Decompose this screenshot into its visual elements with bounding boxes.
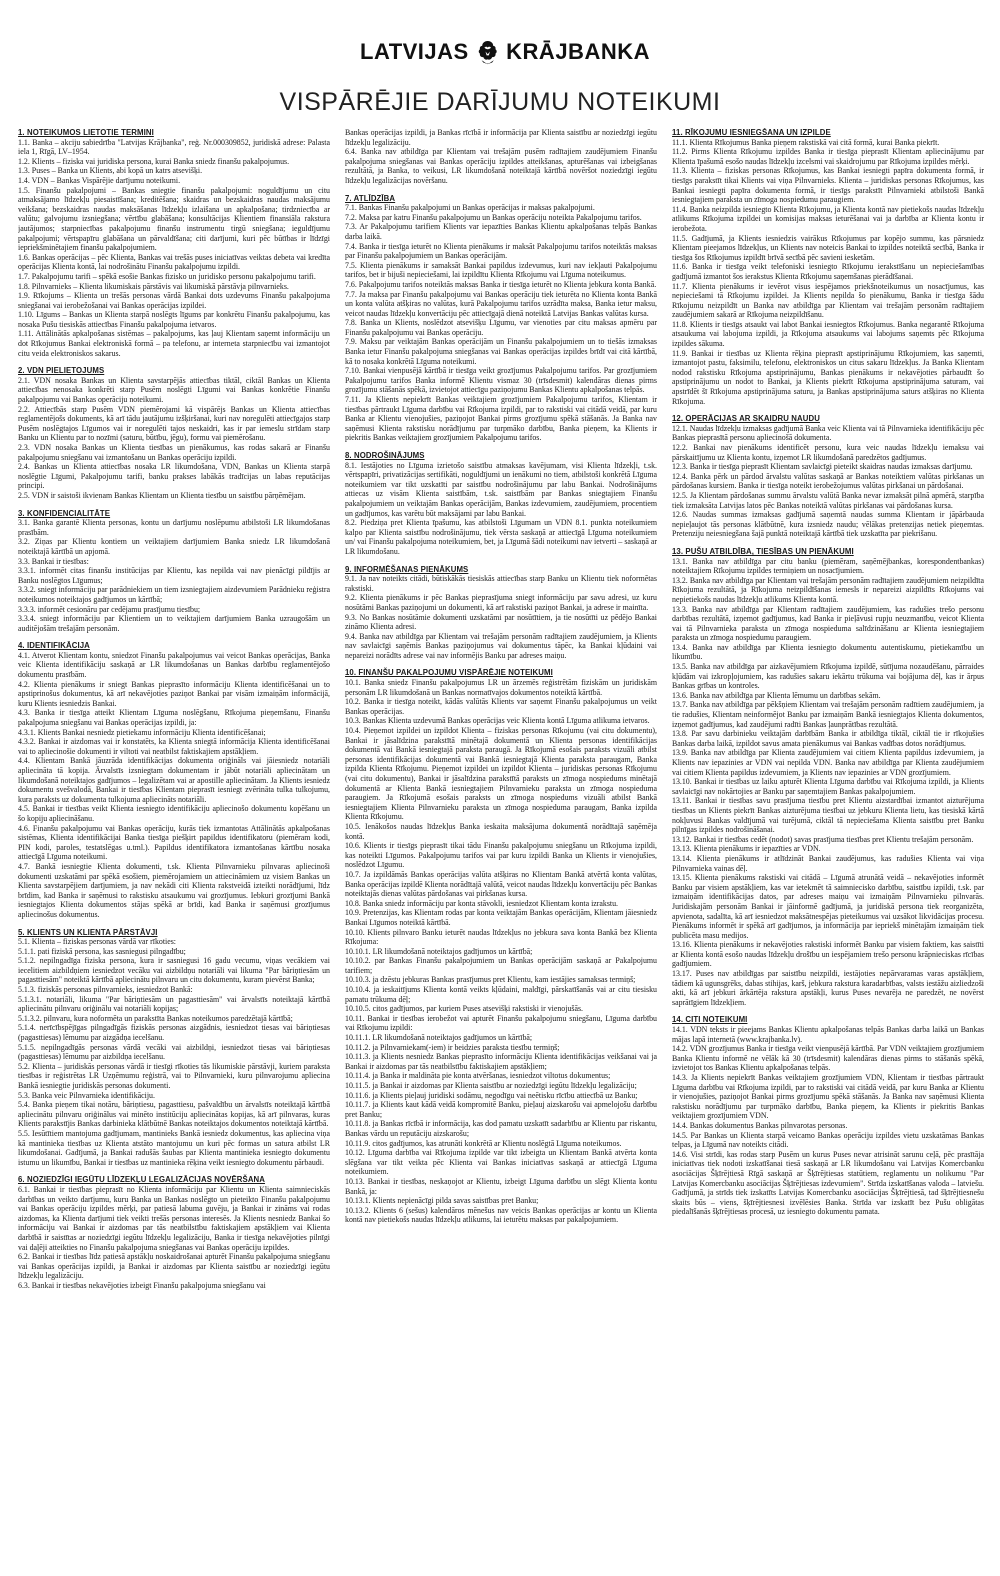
clause-paragraph: 13.15. Klienta pienākums rakstiski vai citādā – Līgumā atrunātā veidā – nekavējoties informēt Banku par visiem apstākļiem, kas var ietekmēt tā saimniecisko darbību, saistību izpildi, t.sk. par izmaiņām identifikācijas datos, par adreses maiņu vai izmaiņām Pilnvarnieku pilnvarās. Juridiskajām personām Bankai ir jāinformē gadījumā, ja juridiskā persona tiek reorganizēta, apvienota, sadalīta, kā arī iesniedzot maksātnespējas pieteikumus vai uzsākot likvidācijas procesu. Pienākums informēt ir spēkā arī gadījumos, ja informācija par iepriekš minētajām izmaiņām tiek publicēta masu medijos. bbox=[672, 873, 984, 940]
clause-paragraph: 3.3.4. sniegt informāciju par Klientiem un to veiktajiem darījumiem Banka uzraugošām un auditējošām trešajām personām. bbox=[18, 614, 330, 633]
clause-paragraph: 1.2. Klients – fiziska vai juridiska persona, kurai Banka sniedz finanšu pakalpojumus. bbox=[18, 156, 290, 166]
clause-paragraph: 10.6. Klients ir tiesīgs pieprasīt tikai tādu Finanšu pakalpojumu sniegšanu un Rīkojuma izpildi, kas noteikti Līgumos. Pakalpojumu tarifos vai par kuru izpildi Banka un Klients ir vienojušies, noslēdzot Līgumu. bbox=[345, 841, 657, 870]
clause-paragraph: 11.2. Pirms Klienta Rīkojumu izpildes Banka ir tiesīga pieprasīt Klientam apliecinājumu par Klienta īpašumā esošo naudas līdzekļu izcelsmi vai skaidrojumu par Rīkojuma izpildes mērķi. bbox=[672, 147, 984, 166]
clause-paragraph: Bankas operācijas izpildi, ja Bankas rīcībā ir informācija par Klienta saistību ar noziedzīgi iegūtu līdzekļu legalizāciju. bbox=[345, 128, 657, 147]
clause-paragraph: 7.11. Ja Klients nepiekrīt Bankas veiktajiem grozījumiem Pakalpojumu tarifos, Klientam ir tiesības pārtraukt Līguma darbību vai Rīkojuma izpildi, par to rakstiski vai citādā veidā, par kuru Banka ar Klientu vienojušies, paziņojot Bankai pirms grozījumu spēkā stāšanās. Ja Banka nav saņēmusi Klienta rakstisku norādījumu par turpmāko darbību, Banka pieņem, ka Klients ir piekritis Bankas veiktajiem grozījumiem Pakalpojumu tarifos. bbox=[345, 395, 657, 443]
document-section bbox=[18, 509, 330, 634]
document-section bbox=[18, 128, 330, 358]
clause-paragraph: 1.7. Pakalpojumu tarifi – spēkā esošie Bankas fizisko un juridisko personu pakalpojumu tarifi. bbox=[18, 271, 316, 281]
clause-paragraph: 14.4. Bankas dokumentus Bankas pilnvarotas personas. bbox=[672, 1120, 848, 1130]
clause-paragraph: 6.1. Bankai ir tiesības pieprasīt no Klienta informāciju par Klientu un Klienta saimnieciskās darbības un veikto darījumu, kuru Banka un Bankas noslēgto un pieteikto Finanšu pakalpojumu vai Bankas operāciju izpildes mērķi, par patiesā labuma guvēju, ja Bankai ir zināms vai rodas aizdomas, ka Klienta darījumi tiek veikti trešās personas interesēs. Ja Klients nesniedz Bankai šo informāciju vai Bankai ir aizdomas par tās neatbilstību faktiskajiem apstākļiem vai Klienta darbībā ir saistītas ar noziedzīgi iegūtu līdzekļu legalizāciju, Banka ir tiesīga nekavējoties pilnīgi vai daļēji atteikties no Finanšu pakalpojuma sniegšanas vai Bankas operāciju izpildes. bbox=[18, 1184, 330, 1252]
logo-text-left: LATVIJAS bbox=[360, 39, 469, 64]
section-heading: 4. IDENTIFIKĀCIJA bbox=[18, 641, 90, 651]
clause-paragraph: 7.5. Klienta pienākums ir samaksāt Bankai papildus izdevumus, kuri nav iekļauti Pakalpojumu tarifos, bet ir bijuši nepieciešami, lai izpildītu Klienta Rīkojumu vai Līguma noteikumus. bbox=[345, 260, 657, 280]
clause-paragraph: 1.4. VDN – Bankas Vispārējie darījumu noteikumi. bbox=[18, 175, 181, 185]
clause-paragraph: 12.4. Banka pērk un pārdod ārvalstu valūtas saskaņā ar Bankas noteiktiem valūtas pirkšanas un pārdošanas kursiem. Banka ir tiesīga noteikt ierobežojumus valūtas pirkšanai un pārdošanai. bbox=[672, 471, 984, 491]
clause-paragraph: 13.12. Bankai ir tiesības cedēt (nodot) savas prasījuma tiesības pret Klientu trešajām personām. bbox=[672, 834, 974, 844]
clause-paragraph: 1.9. Rīkojums – Klienta un trešās personas vārdā Bankai dots uzdevums Finanšu pakalpojuma sniegšanai vai ierobežošanai vai Bankas operācijas izpildei. bbox=[18, 291, 330, 310]
clause-paragraph: 8.1. Iestājoties no Līguma izrietošo saistību atmaksas kavējumam, visi Klienta līdzekļi, t.sk. vērtspapīri, privatizācijas sertifikāti, noguldījumi un ienākumi no tiem, atbilstoši konkrētā Līguma noteikumiem var tikt uzskatīti par saistību nodrošinājumu par labu Bankai. Nodrošinājums attiecas uz visām Klienta saistībām, t.sk. saistībām par Bankas sniegtajiem Finanšu pakalpojumiem un veiktajām Bankas operācijām, Bankas izdevumiem, zaudējumiem, procentiem un gadījumos, kas varētu būt maksājami par labu Bankai. bbox=[345, 460, 657, 518]
clause-paragraph: 1.3. Puses – Banka un Klients, abi kopā un katrs atsevišķi. bbox=[18, 166, 203, 176]
clause-paragraph: 5.1.4. nerīcībspējīgas pilngadīgās fiziskās personas aizgādnis, iesniedzot tiesas vai bāriņtiesas (pagasttiesas) lēmumu par aizgādņa iecelšanu. bbox=[18, 1023, 330, 1043]
document-section bbox=[18, 928, 330, 1168]
clause-paragraph: 10.11.2. ja Pilnvarniekam(-iem) ir beidzies paraksta tiesību termiņš; bbox=[345, 1042, 560, 1052]
clause-paragraph: 12.2. Bankai nav pienākums identificēt personu, kura veic naudas līdzekļu iemaksu vai pārskaitījumu uz Klienta kontu, izņemot LR likumdošanā paredzētos gadījumus. bbox=[672, 443, 984, 462]
clause-paragraph: 2.3. VDN nosaka Bankas un Klienta tiesības un pienākumus, kas rodas sakarā ar Finanšu pakalpojumu sniegšanu vai izmantošanu un Bankas operāciju izpildi. bbox=[18, 443, 330, 462]
clause-paragraph: 10.11.8. ja Bankas rīcībā ir informācija, kas dod pamatu uzskatīt sadarbību ar Klientu par riskantu, Bankas vārdu un reputāciju aizskarošu; bbox=[345, 1119, 657, 1138]
clause-paragraph: 1.11. Attālinātās apkalpošanas sistēmas – pakalpojums, kas ļauj Klientam saņemt informāciju un dot Rīkojumus Bankai elektroniskā formā – pa telefonu, ar interneta starpniecību vai izmantojot citu veida elektroniskos sakarus. bbox=[18, 329, 330, 358]
clause-paragraph: 11.1. Klienta Rīkojumus Banka pieņem rakstiskā vai citā formā, kurai Banka piekrīt. bbox=[672, 137, 940, 147]
text-column bbox=[672, 128, 984, 1568]
document-section bbox=[672, 547, 984, 1008]
clause-paragraph: 2.1. VDN nosaka Bankas un Klienta savstarpējās attiecības tiktāl, ciktāl Bankas un Klienta attiecības nenosaka konkrēti starp Pusēm noslēgti Līgumi vai Bankas konkrētie Finanšu pakalpojumu vai Bankas operāciju noteikumi. bbox=[18, 375, 330, 405]
document-header bbox=[0, 0, 1000, 125]
clause-paragraph: 14.5. Par Bankas un Klienta starpā veicamo Bankas operāciju izpildes vietu uzskatāmas Bankas telpas, ja Līgumā nav noteikts citādi. bbox=[672, 1130, 984, 1150]
clause-paragraph: 5.4. Banka pieņem tikai notāru, bāriņtiesu, pagasttiesu, pašvaldību un ārvalstīs noteiktajā kārtībā apliecinātu pilnvaru oriģinālus vai minēto institūciju apliecinātas kopijas, kā arī pilnvaras, kuras Klients parakstījis Bankas darbinieka klātbūtnē Bankas noteiktajos dokumentos noteiktajā kārtībā. bbox=[18, 1100, 330, 1129]
text-column bbox=[18, 128, 330, 1568]
clause-paragraph: 8.2. Piedziņa pret Klienta īpašumu, kas atbilstoši Līgumam un VDN 8.1. punkta noteikumiem kalpo par Klienta saistību nodrošinājumu, tiek vērsta saskaņā ar attiecīgā Līguma noteikumiem un/ vai Finanšu pakalpojuma noteikumiem, bet, ja Līgumā šādi noteikumi nav ietverti – saskaņā ar LR likumdošanu. bbox=[345, 518, 657, 556]
clause-paragraph: 11.7. Klienta pienākums ir ievērot visus iespējamos priekšnoteikumus un nosacījumus, kas nepieciešami tā Rīkojumu izpildei. Ja Klients nepilda šo pienākumu, Banka ir tiesīga šādu Rīkojumu neizpildīt un Banka nav atbildīga par Klientam vai trešajām personām radītajiem zaudējumiem sakarā ar Rīkojuma neizpildīšanu. bbox=[672, 281, 984, 320]
clause-paragraph: 1.6. Bankas operācijas – pēc Klienta, Bankas vai trešās puses iniciatīvas veiktas debeta vai kredīta operācijas Klienta kontā, lai nodrošinātu Finanšu pakalpojumu izpildi. bbox=[18, 252, 330, 272]
clause-paragraph: 13.6. Banka nav atbildīga par Klienta lēmumu un darbības sekām. bbox=[672, 690, 881, 700]
clause-paragraph: 10.10. Klients pilnvaro Banku ieturēt naudas līdzekļus no jebkura sava konta Bankā bez Klienta Rīkojuma: bbox=[345, 927, 657, 947]
clause-paragraph: 3.3. Bankai ir tiesības: bbox=[18, 556, 89, 566]
clause-paragraph: 5.1.3.2. pilnvaru, kura noformēta un parakstīta Bankas noteikumos paredzētajā kārtībā; bbox=[18, 1013, 293, 1023]
clause-paragraph: 5.1.3. fiziskās personas pilnvarnieks, iesniedzot Bankā: bbox=[18, 985, 193, 995]
clause-paragraph: 5.1.1. pati fiziskā persona, kas sasniegusi pilngadību; bbox=[18, 946, 186, 956]
clause-paragraph: 3.3.3. informēt cesionāru par cedējamu prasījumu tiesību; bbox=[18, 604, 201, 614]
clause-paragraph: 7.2. Maksa par katru Finanšu pakalpojumu un Bankas operāciju noteikta Pakalpojumu tarifos. bbox=[345, 212, 642, 222]
document-section bbox=[345, 668, 657, 1224]
clause-paragraph: 10.11. Bankai ir tiesības ierobežot vai apturēt Finanšu pakalpojumu sniegšanu, Līguma darbību vai Rīkojumu izpildi: bbox=[345, 1013, 657, 1033]
clause-paragraph: 7.8. Banka un Klients, noslēdzot atsevišķu Līgumu, var vienoties par citu maksas apmēru par Finanšu pakalpojumu vai Bankas operāciju. bbox=[345, 318, 657, 337]
clause-paragraph: 7.3. Ar Pakalpojumu tarifiem Klients var iepazīties Bankas Klientu apkalpošanas telpās Bankas darba laikā. bbox=[345, 222, 657, 241]
document-section bbox=[672, 1015, 984, 1216]
clause-paragraph: 3.1. Banka garantē Klienta personas, kontu un darījumu noslēpumu atbilstoši LR likumdošanas prasībām. bbox=[18, 518, 330, 537]
clause-paragraph: 12.1. Naudas līdzekļu izmaksas gadījumā Banka veic Klienta vai tā Pilnvarnieka identifikāciju pēc Bankas pieprasītā personu apliecinošā dokumenta. bbox=[672, 423, 984, 443]
clause-paragraph: 2.2. Attiecībās starp Pusēm VDN piemērojami kā vispārējs Bankas un Klienta attiecības reglamentējošs dokuments, kā arī tādu jautājumu izšķiršanai, kuri nav noregulēti attiecīgajos starp Pusēm noslēgtajos Līgumos vai ir noregulēti tajos neskaidri, kas ir par iemeslu strīdam starp Banku un Klientu par to nozīmi (saturu, būtību, jēgu), formu vai piemērošanu. bbox=[18, 404, 330, 443]
clause-paragraph: 13.7. Banka nav atbildīga par pēkšņiem Klientam vai trešajām personām radītiem zaudējumiem, ja tie radušies, Klientam neinformējot Banku par izmaiņām Bankā iesniegtajos Klienta dokumentos, izņemot gadījumus, kad zaudējumi radīti Bankas ļaunprātības rezultātā. bbox=[672, 700, 984, 729]
clause-paragraph: 7.4. Banka ir tiesīga ieturēt no Klienta pienākums ir maksāt Pakalpojumu tarifos noteiktās maksas par Finanšu pakalpojumiem un Bankas operācijām. bbox=[345, 241, 657, 261]
clause-paragraph: 11.3. Klienta – fiziskas personas Rīkojumus, kas Bankai iesniegti papīra dokumenta formā, ir tiesīgs parakstīt tikai Klients vai viņa Pilnvarnieks. Klienta – juridiskas personas Rīkojumus, kas Bankai iesniegti papīra dokumenta formā, ir tiesīgs parakstīt Pilnvarnieki atbilstoši Bankā iesniegtajiem paraksta un zīmoga nospiedumu paraugiem. bbox=[672, 166, 984, 205]
clause-paragraph: 14.1. VDN teksts ir pieejams Bankas Klientu apkalpošanas telpās Bankas darba laikā un Bankas mājas lapā internetā (www.krajbanka.lv). bbox=[672, 1025, 984, 1044]
clause-paragraph: 10.10.3. ja dzēstu jebkuras Bankas prasījumus pret Klientu, kam iestājies samaksas termiņš; bbox=[345, 975, 636, 985]
clause-paragraph: 14.6. Visi strīdi, kas rodas starp Pusēm un kurus Puses nevar atrisināt sarunu ceļā, pēc prasītāja iniciatīvas tiek nodoti izskatīšanai tiesā saskaņā ar LR likumdošanu vai Latvijas Komercbanku asociācijas Šķīrējtiesā Rīgā saskaņā ar Šķīrējtiesas statūtiem, reglamentu un nolikumu "Par Latvijas Komercbanku asociācijas Šķīrējtiesas izdevumiem". Strīda izskatīšanas valoda – latviešu. Gadījumā, ja strīds tiek izskatīts Latvijas Komercbanku asociācijas Šķīrējtiesā, tad šķīrējtiesnešu skaits būs – viens, šķīrējtiesnesi izvēlēsies Banka. Strīda var izskatīt bez Pušu obligātas piedalīšanās šķīrējtiesas procesā, uz iesniegto dokumentu pamata. bbox=[672, 1149, 984, 1217]
section-heading: 6. NOZIEDZĪGI IEGŪTU LĪDZEKĻU LEGALIZĀCIJAS NOVĒRŠANA bbox=[18, 1175, 266, 1185]
logo-text-right: KRĀJBANKA bbox=[506, 39, 650, 64]
clause-paragraph: 10.2. Banka ir tiesīga noteikt, kādās valūtās Klients var saņemt Finanšu pakalpojumus un veikt Bankas operācijas. bbox=[345, 697, 657, 716]
section-heading: 8. NODROŠINĀJUMS bbox=[345, 451, 425, 460]
clause-paragraph: 5.1.2. nepilngadīga fiziska persona, kura ir sasniegusi 16 gadu vecumu, viņas vecākiem vai iecelitiem aizbildņiem iesniedzot vecāku vai aizbildņu notariāli vai likuma "Par bāriņtiesām un pagasttiesām" noteiktā kārtībā apliecinātu pilnvaru un citu dokumentu, kuram pievērst Banka; bbox=[18, 956, 330, 985]
clause-paragraph: 10.1. Banka sniedz Finanšu pakalpojumus LR un ārzemēs reģistrētām fiziskām un juridiskām personām LR likumdošanā un Bankas normatīvajos dokumentos noteiktā kārtībā. bbox=[345, 678, 657, 697]
document-section bbox=[18, 641, 330, 919]
document-section bbox=[672, 128, 984, 406]
clause-paragraph: 10.8. Banka sniedz informāciju par konta stāvokli, iesniedzot Klientam konta izrakstu. bbox=[345, 898, 619, 908]
document-section bbox=[18, 366, 330, 500]
text-columns bbox=[18, 128, 984, 1568]
clause-paragraph: 11.9. Bankai ir tiesības uz Klienta rēķina pieprasīt apstiprinājumu Rīkojumiem, kas saņemti, izmantojot pastu, faksimilu, telefonu, elektroniskos un citus sakaru līdzekļus. Ja Banka Klientam nodod rakstisku Rīkojuma apstiprinājumu, Bankas pienākums ir nekavējoties pārbaudīt šo apstiprinājumu un nodot to Bankai, ja Klients piekrīt Rīkojuma apstiprinājuma saturam, vai apstrīdēt šī Rīkojuma apstiprinājuma saturu, ja Bankas apstiprinājuma saturs atšķiras no Klienta Rīkojuma. bbox=[672, 348, 984, 406]
section-heading: 1. NOTEIKUMOS LIETOTIE TERMINI bbox=[18, 128, 154, 137]
clause-paragraph: 13.2. Banka nav atbildīga par Klientam vai trešajām personām radītajiem zaudējumiem neizpildīta Rīkojuma rezultātā, ja Rīkojuma neizpildīšanas iemesls ir nepareizi aizpildīts Rīkojums vai nepietiekošs naudas līdzekļu atlikums Klienta kontā. bbox=[672, 575, 984, 604]
clause-paragraph: 10.11.5. ja Bankai ir aizdomas par Klienta saistību ar noziedzīgi iegūtu līdzekļu legalizāciju; bbox=[345, 1081, 637, 1090]
clause-paragraph: 10.11.1. LR likumdošanā noteiktajos gadījumos un kārtībā; bbox=[345, 1033, 533, 1043]
clause-paragraph: 4.3.1. Klients Bankai nesniedz pietiekamu informāciju Klienta identificēšanai; bbox=[18, 727, 266, 737]
clause-paragraph: 12.3. Banka ir tiesīga pieprasīt Klientam savlaicīgi pieteikt skaidras naudas izmaksas darījumu. bbox=[672, 462, 973, 472]
clause-paragraph: 1.8. Pilnvarnieks – Klienta likumiskais pārstāvis vai likumiskā pārstāvja pilnvarnieks. bbox=[18, 281, 289, 291]
clause-paragraph: 13.11. Bankai ir tiesības savu prasījuma tiesību pret Klientu aizstardībai izmantot aizturējuma tiesības un Klients piekrīt Bankas aizturējuma tiesībai uz jebkuru Klienta lietu, kas tiesiskā kārtā nokļuvusi Bankas valdījumā vai turējumā, ciktāl tā nepieciešama Klienta saistību pret Banku pilnīgas izpildes nodrošināšanai. bbox=[672, 796, 984, 835]
clause-paragraph: 1.5. Finanšu pakalpojumi – Bankas sniegtie finanšu pakalpojumi: noguldījumu un citu atmaksājamo līdzekļu piesaistīšana; kreditēšana; skaidras un bezskaidras naudas maksājumu veikšana; bezskaidras naudas maksāšanas līdzekļu izlaišana un apkalpošana; tirdzniecība ar valūtu; galvojumu izsniegšana; vērtību glabāšana; konsultācijas Klientiem finansiāla rakstura jautājumos; starpniecības pakalpojumu finanšu instrumentu tirgū sniegšana; ieguldījumu pakalpojumi; vērtspapīru glabāšana un pārvaldīšana; citi darījumi, kuri pēc būtības ir līdzīgi iepriekšminētajiem finanšu pakalpojumiem. bbox=[18, 185, 330, 253]
clause-paragraph: 7.10. Bankai vienpusējā kārtībā ir tiesīga veikt grozījumus Pakalpojumu tarifos. Par grozījumiem Pakalpojumu tarifos Banka informē Klientu vismaz 30 (trīsdesmit) kalendāras dienas pirms grozījumu stāšanās spēkā, izvietojot attiecīgu paziņojumu Bankas Klientu apkalpošanas telpās. bbox=[345, 366, 657, 395]
clause-paragraph: 13.17. Puses nav atbildīgas par saistību neizpildi, iestājoties nepārvaramas varas apstākļiem, tādiem kā ugunsgrēks, dabas stihijas, karš, jebkura rakstura karadarbības, valsts iestāžu aizliedzoši akti, kā arī jebkuri ārkārtēja rakstura apstākļi, kurus Puses nevarēja ne paredzēt, ne novērst saprātīgiem līdzekļiem. bbox=[672, 969, 984, 1007]
clause-paragraph: 10.11.3. ja Klients nesniedz Bankas pieprasīto informāciju Klienta identifikācijas veikšanai vai ja Bankai ir aizdomas par tās neatbilstību faktiskajiem apstākļiem; bbox=[345, 1052, 657, 1071]
clause-paragraph: 5.2. Klienta – juridiskās personas vārdā ir tiesīgi rīkoties tās likumiskie pārstāvji, kuriem paraksta tiesības ir reģistrētas LR Uzņēmumu reģistrā, vai to Pilnvarnieki, kuru pilnvarojumu apliecina Bankā iesniegtie juridiskās personas dokumenti. bbox=[18, 1061, 330, 1090]
clause-paragraph: 13.9. Banka nav atbildīga par Klienta zaudējumiem vai citiem Klienta papildus izdevumiem, ja Klients nav iepazinies ar VDN vai nepilda VDN. Banka nav atbildīga par Klienta zaudējumiem vai citiem Klienta papildus izdevumiem, ja Klients nav iepazinies ar VDN grozījumiem. bbox=[672, 748, 984, 777]
clause-paragraph: 10.10.5. citos gadījumos, par kuriem Puses atsevišķi rakstiski ir vienojušās. bbox=[345, 1004, 584, 1014]
bank-logo bbox=[360, 28, 650, 76]
clause-paragraph: 4.4. Klientam Bankā jāuzrāda identifikācijas dokumenta oriģināls vai jāiesniedz notariāli apliecināta tā kopija. Ārvalstīs izsniegtam dokumentam ir jābūt notariāli apliecinātam un likumdošanā noteiktajos gadījumos – legalizētam vai ar apostille apliecinātam. Ja Klients iesniedz dokumentu svešvalodā, Bankai ir tiesības Klientam pieprasīt iesniegt zvērināta tulka tulkojumu, kura paraksts uz dokumenta tulkojuma apliecināts notariāli. bbox=[18, 756, 330, 804]
clause-paragraph: 10.13.2. Klients 6 (sešus) kalendāros mēnešus nav veicis Bankas operācijas ar kontu un Klienta kontā nav pietiekošs naudas līdzekļu atlikums, lai ieturētu maksas par pakalpojumiem. bbox=[345, 1205, 657, 1225]
clause-paragraph: 4.3. Banka ir tiesīga atteikt Klientam Līguma noslēgšanu, Rīkojuma pieņemšanu, Finanšu pakalpojuma sniegšanu vai Bankas operācijas izpildi, ja: bbox=[18, 708, 330, 728]
clause-paragraph: 14.3. Ja Klients nepiekrīt Bankas veiktajiem grozījumiem VDN, Klientam ir tiesības pārtraukt Līguma darbību vai Rīkojuma izpildi, par to rakstiski vai citādā veidā, par kuru Banka ar Klientu ir vienojušies, paziņojot Bankai pirms grozījumu spēkā stāšanās. Ja Banka nav saņēmusi Klienta rakstisku norādījumu par turpmāko darbību, Banka pieņem, ka Klients ir piekritis Bankas veiktajiem grozījumiem VDN. bbox=[672, 1073, 984, 1121]
clause-paragraph: 14.2. VDN grozījumus Banka ir tiesīga veikt vienpusējā kārtībā. Par VDN veiktajiem grozījumiem Banka Klientu informē ne vēlāk kā 30 (trīsdesmit) kalendāras dienas pirms to stāšanās spēkā, izvietojot tos Bankas Klientu apkalpošanas telpās. bbox=[672, 1044, 984, 1073]
clause-paragraph: 9.4. Banka nav atbildīga par Klientam vai trešajām personām radītajiem zaudējumiem, ja Klients nav savlaicīgi saņēmis Bankas paziņojumus vai dokumentus tāpēc, ka Bankai kļūdaini vai nepareizi norādīts adrese vai nav informējis Banku par adreses maiņu. bbox=[345, 631, 657, 660]
clause-paragraph: 7.9. Maksu par veiktajām Bankas operācijām un Finanšu pakalpojumiem un to tiešās izmaksas Banka ietur Finanšu pakalpojuma sniegšanas vai Bankas operācijas izpildes brīdī vai citā kārtībā, kā to nosaka konkrētā Līguma noteikumi. bbox=[345, 337, 657, 366]
clause-paragraph: 1.10. Līgums – Bankas un Klienta starpā noslēgts līgums par konkrētu Finanšu pakalpojumu, kas nosaka Pušu tiesiskās attiecības Finanšu pakalpojuma ietvaros. bbox=[18, 310, 330, 329]
clause-paragraph: 5.3. Banka veic Pilnvarnieka identifikāciju. bbox=[18, 1090, 155, 1100]
clause-paragraph: 10.9. Pretenzijas, kas Klientam rodas par konta veiktajām Bankas operācijām, Klientam jāiesniedz Bankai Līgumos noteiktā kārtībā. bbox=[345, 908, 657, 927]
document-section bbox=[345, 451, 657, 557]
clause-paragraph: 6.4. Banka nav atbildīga par Klientam vai trešajām pusēm radītajiem zaudējumiem Finanšu pakalpojuma sniegšanas vai Bankas operāciju izpildes atteikšanas, apturēšanas vai izbeigšanas rezultātā, ja Banka, to veikusi, LR likumdošanā noteiktajā kārtībā novēršot noziedzīgi iegūtu līdzekļu legalizācijas novēršanu. bbox=[345, 147, 657, 185]
clause-paragraph: 6.3. Bankai ir tiesības nekavējoties izbeigt Finanšu pakalpojuma sniegšanu vai bbox=[18, 1280, 266, 1290]
clause-paragraph: 10.12. Līguma darbība vai Rīkojuma izpilde var tikt izbeigta un Klientam Bankā atvērta konta slēgšana var tikt veikta pēc Klienta vai Bankas iniciatīvas saskaņā ar attiecīgā Līguma noteikumiem. bbox=[345, 1148, 657, 1177]
clause-paragraph: 2.4. Bankas un Klienta attiecības nosaka LR likumdošana, VDN, Bankas un Klienta starpā noslēgtie Līgumi, Pakalpojumu tarifi, banku prakses labākās tradīcijas un labas reputācijas principi. bbox=[18, 462, 330, 491]
clause-paragraph: 7.6. Pakalpojumu tarifos noteiktās maksas Banka ir tiesīga ieturēt no Klienta jebkura konta Bankā. bbox=[345, 279, 657, 289]
section-heading: 14. CITI NOTEIKUMI bbox=[672, 1015, 748, 1025]
clause-paragraph: 4.2. Klienta pienākums ir sniegt Bankas pieprasīto informāciju Klienta identificēšanai un to apstiprinošus dokumentus, kā arī nekavējoties paziņot Bankai par visām izmaiņām informācijā, kuru Klients iesniedzis Bankai. bbox=[18, 679, 330, 708]
lion-emblem-icon bbox=[475, 29, 500, 75]
clause-paragraph: 5.1. Klienta – fiziskas personas vārdā var rīkoties: bbox=[18, 937, 176, 947]
clause-paragraph: 11.8. Klients ir tiesīgs atsaukt vai labot Bankai iesniegtos Rīkojumus. Banka negarantē Rīkojuma atsaukuma vai labojuma izpildi, ja Rīkojuma atsaukums vai labojums saņemts pēc Rīkojuma izpildes sākuma. bbox=[672, 319, 984, 349]
clause-paragraph: 5.1.5. nepilngadīgās personas vārdā vecāki vai aizbildņi, iesniedzot tiesas vai bāriņtiesas (pagasttiesas) lēmumu par aizbildņa iecelšanu. bbox=[18, 1042, 330, 1062]
document-section bbox=[345, 128, 657, 186]
clause-paragraph: 10.10.2. par Bankas Finanšu pakalpojumiem un Bankas operācijām saskaņā ar Pakalpojumu tarifiem; bbox=[345, 956, 657, 975]
clause-paragraph: 10.11.4. ja Banka ir maldināta pie konta atvēršanas, iesniedzot viltotus dokumentus; bbox=[345, 1071, 611, 1081]
document-section bbox=[345, 194, 657, 443]
clause-paragraph: 10.10.4. ja ieskaitījums Klienta kontā veikts kļūdaini, maldīgi, pārskatīšanās vai ar citu tiesisku pamatu trūkuma dēļ; bbox=[345, 985, 657, 1004]
clause-paragraph: 9.2. Klienta pienākums ir pēc Bankas pieprasījuma sniegt informāciju par savu adresi, uz kuru nosūtāmi Bankas paziņojumi un dokumenti, kā arī rakstiski paziņot Bankai, ja adrese ir mainīta. bbox=[345, 593, 657, 612]
clause-paragraph: 3.3.1. informēt citas finanšu institūcijas par Klientu, kas nepilda vai nav pienācīgi pildījis ar Banku noslēgtos Līgumus; bbox=[18, 566, 330, 585]
text-column bbox=[345, 128, 657, 1568]
clause-paragraph: 1.1. Banka – akciju sabiedrība "Latvijas Krājbanka", reģ. Nr.000309852, juridiskā adrese: Palasta iela 1, Rīgā, LV–1954. bbox=[18, 137, 330, 157]
section-heading: 9. INFORMĒŠANAS PIENĀKUMS bbox=[345, 564, 469, 574]
clause-paragraph: 9.3. No Bankas nosūtāmie dokumenti uzskatāmi par nosūtītiem, ja tie nosūtīti uz pēdējo Bankai zināmo Klienta adresi. bbox=[345, 612, 657, 632]
clause-paragraph: 4.3.2. Bankai ir aizdomas vai ir konstatēts, ka Klienta sniegtā informācija Klienta identificēšanai vai to apliecinošie dokumenti ir viltoti vai neatbilst faktiskajiem apstākļiem. bbox=[18, 737, 330, 756]
section-heading: 7. ATLĪDZĪBA bbox=[345, 193, 396, 203]
clause-paragraph: 7.7. Ja maksa par Finanšu pakalpojumu vai Bankas operāciju tiek ieturēta no Klienta konta Bankā un konta valūta atšķiras no valūtas, kurā Pakalpojumu tarifos uzrādīta maksa, Banka ietur maksu, veicot naudas līdzekļu konvertāciju pēc attiecīgajā dienā noteiktā Latvijas Bankas valūtas kursa. bbox=[345, 289, 657, 318]
clause-paragraph: 13.1. Banka nav atbildīga par citu banku (piemēram, saņēmējbankas, korespondentbankas) noteiktajiem Rīkojumu izpildes termiņiem un nosacījumiem. bbox=[672, 556, 984, 576]
section-heading: 5. KLIENTS UN KLIENTA PĀRSTĀVJI bbox=[18, 927, 158, 937]
section-heading: 2. VDN PIELIETOJUMS bbox=[18, 366, 105, 376]
clause-paragraph: 3.3.2. sniegt informāciju par parādniekiem un tiem izsniegtajiem aizdevumiem Parādnieku reģistra noteikumos noteiktajos gadījumos un kārtībā; bbox=[18, 585, 330, 604]
clause-paragraph: 13.4. Banka nav atbildīga par Klienta iesniegto dokumentu autentiskumu, pietiekamību un likumību. bbox=[672, 642, 984, 662]
clause-paragraph: 5.5. Iesūtītiem mantojuma gadījumam, mantinieks Bankā iesniedz dokumentus, kas apliecina viņa kā mantinieka tiesības uz Klienta atstāto mantojumu un kuri pēc formas un satura atbilst LR likumdošanai. Gadījumā, ja Bankai radušās šaubas par Klienta mantinieka iesniegto dokumentu istumu un likumību, Bankai ir tiesības uz mantinieka rēķina veikt iesniegto dokumentu pārbaudi. bbox=[18, 1128, 330, 1167]
section-heading: 10. FINANŠU PAKALPOJUMU VISPĀRĒJIE NOTEIKUMI bbox=[345, 668, 553, 678]
clause-paragraph: 13.10. Bankai ir tiesības uz laiku apturēt Klienta Līguma darbību vai Rīkojuma izpildi, ja Klients savlaicīgi nav nokārtojies ar Banku par saņemtajiem Bankas pakalpojumiem. bbox=[672, 777, 984, 796]
clause-paragraph: 7.1. Bankas Finanšu pakalpojumi un Bankas operācijas ir maksas pakalpojumi. bbox=[345, 203, 595, 213]
clause-paragraph: 10.5. Ienākošos naudas līdzekļus Banka ieskaita maksājuma dokumentā norādītajā saņēmēja kontā. bbox=[345, 821, 657, 841]
document-title: VISPĀRĒJIE DARĪJUMU NOTEIKUMI bbox=[279, 88, 721, 116]
clause-paragraph: 10.7. Ja izpildāmās Bankas operācijas valūta atšķiras no Klientam Bankā atvērtā konta valūtas, Banka operācijas izpildē Klienta norādītajā valūtā, veicot naudas līdzekļu konvertāciju pēc Bankas noteiktajās dienas valūtas pārdošanas vai pirkšanas kursa. bbox=[345, 869, 657, 899]
clause-paragraph: 13.8. Par savu darbinieku veiktajām darbībām Banka ir atbildīga tiktāl, ciktāl tie ir rīkojušies Bankas darba laikā, izpildot savus amata pienākumus vai Bankas vadības dotos norādījumus. bbox=[672, 729, 984, 748]
clause-paragraph: 12.5. Ja Klientam pārdošanas summu ārvalstu valūtā Banka nevar izmaksāt pilnā apmērā, starpība tiek izmaksāta Latvijas latos pēc Bankas noteiktā valūtas pirkšanas vai pārdošanas kursa. bbox=[672, 490, 984, 510]
clause-paragraph: 11.5. Gadījumā, ja Klients iesniedzis vairākus Rīkojumus par kopējo summu, kas pārsniedz Klientam pieejamos līdzekļus, un Klients nav noteicis Bankai to izpildes noteiktā secībā, Banka ir tiesīga šos Rīkojumus izpildīt brīvā secībā pēc savieni iesketām. bbox=[672, 233, 984, 262]
clause-paragraph: 4.1. Atverot Klientam kontu, sniedzot Finanšu pakalpojumus vai veicot Bankas operācijas, Banka veic Klienta identifikāciju saskaņā ar LR likumdošanas un Bankas darbību reglamentējošo dokumentu prasībām. bbox=[18, 650, 330, 680]
clause-paragraph: 4.7. Bankā iesniegtie Klienta dokumenti, t.sk. Klienta Pilnvarnieku pilnvaras apliecinoši dokumenti uzskatāmi par spēkā esošiem, piemērojamiem un attiecināmiem uz visiem Bankas un Klienta savstarpējiem darījumiem, ja nav nekādi citi Klienta rakstveidā izteikti norādījumi, līdz brīdim, kad Banka ir saņēmusi to rakstisku atsaukumu vai grozījumus. Iebkuri grozījumi Bankā iesniegtajos Klienta dokumentos stājas spēkā ar brīdi, kad Banka ir saņēmusi grozījumus apliecinošus dokumentus. bbox=[18, 861, 330, 919]
clause-paragraph: 11.6. Banka ir tiesīga veikt telefoniski iesniegto Rīkojumu ierakstīšanu un nepieciešamības gadījumā izmantot šos ierakstus Klienta Rīkojumu saņemšanas pierādīšanai. bbox=[672, 262, 984, 281]
clause-paragraph: 13.5. Banka nav atbildīga par aizkavējumiem Rīkojuma izpildē, sūtījuma nozaudēšanu, pārraides kļūdām vai izkropļojumiem, kas radušies sakaru iekārtu trūkuma vai bojājuma dēļ, kas ir ārpus Bankas grības un kontroles. bbox=[672, 662, 984, 691]
section-heading: 3. KONFIDENCIALITĀTE bbox=[18, 508, 111, 518]
clause-paragraph: 12.6. Naudas summas izmaksas gadījumā saņemtā naudas summa Klientam ir jāpārbauda nepieļaujot tās personas klātbūtnē, kura izsniedz naudu; vēlākas pretenzijas netiek pieņemtas. Pretenziju neiesniegšana šajā punktā noteiktajā kārtībā tiek uzskatīta par piekrišanu. bbox=[672, 510, 984, 539]
clause-paragraph: 5.1.3.1. notariāli, likuma "Par bāriņtiesām un pagasttiesām" vai ārvalstīs noteiktajā kārtībā apliecinātu pilnvaru oriģinālu vai notariāli kopijas; bbox=[18, 994, 330, 1014]
document-section bbox=[18, 1175, 330, 1290]
section-heading: 11. RĪKOJUMU IESNIEGŠANA UN IZPILDE bbox=[672, 128, 831, 137]
clause-paragraph: 3.2. Ziņas par Klientu kontiem un veiktajiem darījumiem Banka sniedz LR likumdošanā noteiktajā kārtībā un apjomā. bbox=[18, 537, 330, 556]
clause-paragraph: 13.14. Klienta pienākums ir atlīdzināt Bankai zaudējumus, kas radušies Klienta vai viņa Pilnvarnieka vainas dēļ. bbox=[672, 853, 984, 873]
clause-paragraph: 10.11.6. ja Klients pieļauj juridiski sodāmu, negodīgu vai neētisku rīcību attiecībā uz Banku; bbox=[345, 1090, 638, 1100]
section-heading: 13. PUŠU ATBILDĪBA, TIESĪBAS UN PIENĀKUMI bbox=[672, 546, 854, 556]
document-section bbox=[672, 414, 984, 539]
clause-paragraph: 10.13. Bankai ir tiesības, neskaņojot ar Klientu, izbeigt Līguma darbību un slēgt Klienta kontu Bankā, ja: bbox=[345, 1176, 657, 1196]
clause-paragraph: 10.11.9. citos gadījumos, kas atrunāti konkrētā ar Klientu noslēgtā Līguma noteikumos. bbox=[345, 1138, 622, 1148]
clause-paragraph: 13.13. Klienta pienākums ir iepazīties ar VDN. bbox=[672, 844, 821, 854]
clause-paragraph: 10.10.1. LR likumdošanā noteiktajos gadījumos un kārtībā; bbox=[345, 946, 533, 956]
clause-paragraph: 13.16. Klienta pienākums ir nekavējoties rakstiski informēt Banku par visiem faktiem, kas saistīti ar Klienta kontā esošo naudas līdzekļu drošību un iespējamiem trešo personu krāpnieciskas rīcības gadījumiem. bbox=[672, 940, 984, 969]
clause-paragraph: 10.4. Pieņemot izpildei un izpildot Klienta – fiziskas personas Rīkojumu (vai citu dokumentu), Bankai ir jāsalīdzina parakstītā minētajā dokumentā un Klienta personas identifikācijas dokumentā vai Bankā iesniegtajā paraksta paraugā. Ja Rīkojumā esošais paraksts vizuāli atbilst personas identifikācijas dokumentā vai Bankā iesniegtajā Klienta paraksta paraugam, Banka izpilda Klienta Rīkojumu. Pieņemot izpildei un izpildot Klienta – juridiskas personas Rīkojumu (vai citu dokumentu), Bankai ir jāsalīdzina parakstītā paraksts un zīmoga nospiedums minētajā dokumentā ar Klienta Bankā iesniegtajiem Pilnvarnieku paraksta un zīmoga nospieduma paraugiem. Ja Rīkojumā esošais paraksts un zīmoga nospiedums vizuāli atbilst Bankā iesniegtajiem Klienta Pilnvarnieku paraksta un zīmoga nospieduma paraugam, Banka izpilda Klienta Rīkojumu. bbox=[345, 726, 657, 822]
clause-paragraph: 11.4. Banka neizpilda iesniegto Klienta Rīkojumu, ja Klienta kontā nav pietiekošs naudas līdzekļu atlikums Rīkojuma izpildei un komisijas maksas ieturēšanai vai ja darbība ar Klienta kontu ir ierobežota. bbox=[672, 204, 984, 233]
clause-paragraph: 4.6. Finanšu pakalpojumu vai Bankas operāciju, kurās tiek izmantotas Attālinātās apkalpošanas sistēmas, Klienta identifikācijai Banka tiesīga piešķirt papildus identifikatoru (piemēram kodi, PIN kodi, paroles, testatslēgas u.tml.). Papildus identifikatora izmantošanas kārtību nosaka attiecīgā Līguma noteikumi. bbox=[18, 823, 330, 862]
clause-paragraph: 9.1. Ja nav noteikts citādi, būtiskākās tiesiskās attiecības starp Banku un Klientu tiek noformētas rakstiski. bbox=[345, 574, 657, 593]
clause-paragraph: 10.13.1. Klients nepienācīgi pilda savas saistības pret Banku; bbox=[345, 1196, 539, 1206]
document-section bbox=[345, 565, 657, 661]
clause-paragraph: 4.5. Bankai ir tiesības veikt Klienta iesniegto identifikāciju apliecinošo dokumentu kopēšanu un šo kopiju apliecināšanu. bbox=[18, 804, 330, 823]
section-heading: 12. OPERĀCIJAS AR SKAIDRU NAUDU bbox=[672, 414, 820, 424]
clause-paragraph: 10.3. Bankas Klienta uzdevumā Bankas operācijas veic Klienta kontā Līguma atlikuma ietvaros. bbox=[345, 716, 650, 726]
clause-paragraph: 13.3. Banka nav atbildīga par Klientam radītajiem zaudējumiem, kas radušies trešo personu darbības rezultātā, izņemot gadījumus, kad Banka ir pieļāvusi rupju neuzmanību, veicot Klienta vai tā Pilnvarnieka paraksta un zīmoga nospieduma salīdzināšanu ar Klienta iesniegtajiem paraksta un zīmoga nospiedumu paraugiem. bbox=[672, 604, 984, 643]
clause-paragraph: 2.5. VDN ir saistoši ikvienam Bankas Klientam un Klienta tiesību un saistību pārņēmējam. bbox=[18, 490, 306, 500]
clause-paragraph: 6.2. Bankai ir tiesības līdz patiesā apstākļu noskaidrošanai apturēt Finanšu pakalpojuma sniegšanu vai Bankas operācijas izpildi, ja Bankai ir aizdomas par Klienta saistību ar noziedzīgi iegūtu līdzekļu legalizāciju. bbox=[18, 1252, 330, 1281]
clause-paragraph: 10.11.7. ja Klients kaut kādā veidā kompromitē Banku, pieļauj aizskarošu vai apmelojošu darbību pret Banku; bbox=[345, 1100, 657, 1119]
